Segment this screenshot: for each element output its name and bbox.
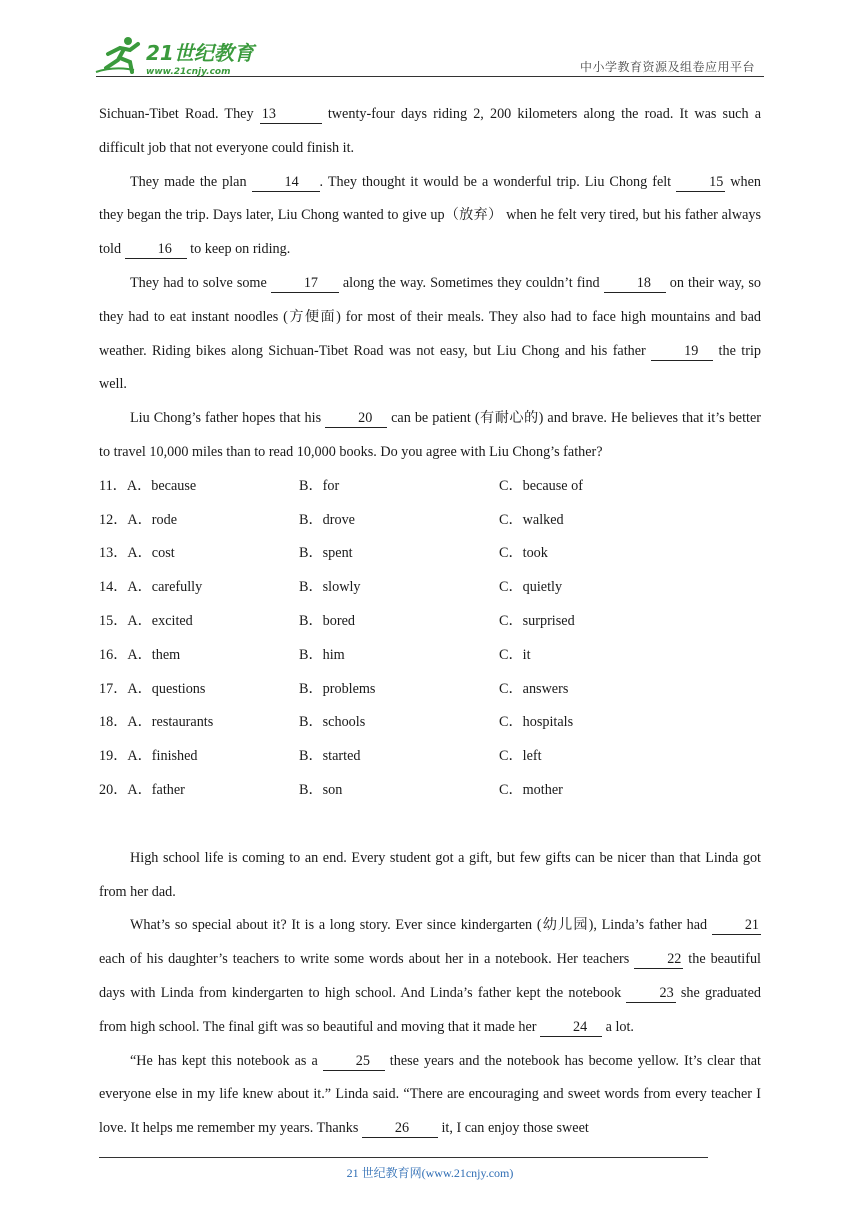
option-b[interactable]: B．slowly (299, 579, 361, 596)
blank-24: 24 (540, 1018, 602, 1037)
blank-16: 16 (125, 240, 187, 259)
header-divider (96, 76, 764, 77)
footer-divider (99, 1157, 708, 1158)
page-footer[interactable]: 21 世纪教育网(www.21cnjy.com) (346, 1166, 514, 1180)
option-row (99, 673, 761, 707)
option-row (99, 706, 761, 740)
option-row (99, 605, 761, 639)
option-row (99, 639, 761, 673)
passage1-para1: Sichuan-Tibet Road. They 13 twenty-four days riding 2, 200 kilometers along the road. It was such a difficult job that not everyone could finish it. (99, 106, 761, 156)
platform-label: 中小学教育资源及组卷应用平台 (579, 60, 755, 74)
option-a[interactable]: 15．A．excited (99, 612, 193, 629)
option-b[interactable]: B．for (299, 477, 340, 494)
option-c[interactable]: C．because of (499, 477, 583, 494)
section-gap (99, 808, 761, 842)
svg-text:21世纪教育: 21世纪教育 (146, 41, 254, 65)
option-b[interactable]: B．bored (299, 612, 355, 629)
runner-logo-icon (94, 34, 264, 78)
option-c[interactable]: C．walked (499, 511, 564, 528)
blank-18: 18 (604, 274, 666, 293)
blank-14: 14 (252, 173, 320, 192)
option-c[interactable]: C．left (499, 748, 542, 765)
option-b[interactable]: B．son (299, 781, 343, 798)
option-b[interactable]: B．him (299, 646, 345, 663)
svg-text:www.21cnjy.com: www.21cnjy.com (146, 67, 231, 77)
passage2-para1: High school life is coming to an end. Every student got a gift, but few gifts can be nicer than that Linda got from her dad. (99, 849, 761, 900)
blank-25: 25 (323, 1052, 385, 1071)
option-a[interactable]: 16．A．them (99, 646, 181, 663)
option-b[interactable]: B．problems (299, 680, 376, 697)
passage1-para4: Liu Chong’s father hopes that his 20 can be patient (有耐心的) and brave. He believes that it’s better to travel 10,000 miles than to read 10,000 books. Do you agree with Liu Chong’s father? (99, 410, 761, 460)
passage2-para2: What’s so special about it? It is a long story. Ever since kindergarten (幼儿园), Linda’s father had 21 each of his daughter’s teachers to write some words about her in a notebook. Her teachers 22 the beautiful days with Linda from kindergarten to high school. And Linda’s father kept the notebook 23 she graduated from high school. The final gift was so beautiful and moving that it made her 24 a lot. (99, 917, 761, 1035)
blank-19: 19 (651, 342, 713, 361)
option-row (99, 740, 761, 774)
option-row (99, 504, 761, 538)
option-b[interactable]: B．drove (299, 511, 355, 528)
option-a[interactable]: 11．A．because (99, 477, 197, 494)
option-b[interactable]: B．schools (299, 714, 366, 731)
option-a[interactable]: 18．A．restaurants (99, 714, 214, 731)
passage2-para3: “He has kept this notebook as a 25 these years and the notebook has become yellow. It’s clear that everyone else in my life knew about it.” Linda said. “There are encouraging and sweet words from every teacher I love. It helps me remember my years. Thanks 26 it, I can enjoy those sweet (99, 1052, 761, 1137)
passage1-para3: They had to solve some 17 along the way. Sometimes they couldn’t find 18 on their way, so they had to eat instant noodles (方便面) for most of their meals. They also had to face high mountains and bad weather. Riding bikes along Sichuan-Tibet Road was not easy, but Liu Chong and his father 19 the trip well. (99, 274, 761, 393)
option-row (99, 537, 761, 571)
blank-26: 26 (362, 1119, 438, 1138)
option-b[interactable]: B．started (299, 748, 361, 765)
page-header (0, 0, 860, 80)
option-a[interactable]: 17．A．questions (99, 680, 206, 697)
option-a[interactable]: 20．A．father (99, 781, 185, 798)
blank-21: 21 (712, 916, 761, 935)
option-c[interactable]: C．took (499, 545, 548, 562)
option-a[interactable]: 19．A．finished (99, 748, 198, 765)
option-c[interactable]: C．it (499, 646, 531, 663)
option-c[interactable]: C．surprised (499, 612, 575, 629)
document-body (99, 98, 761, 1146)
option-row (99, 774, 761, 808)
option-b[interactable]: B．spent (299, 545, 353, 562)
options-list (99, 470, 761, 808)
option-a[interactable]: 14．A．carefully (99, 579, 203, 596)
blank-23: 23 (626, 984, 675, 1003)
blank-17: 17 (271, 274, 339, 293)
blank-15: 15 (676, 173, 725, 192)
blank-20: 20 (325, 409, 387, 428)
option-c[interactable]: C．mother (499, 781, 563, 798)
option-c[interactable]: C．quietly (499, 579, 563, 596)
option-a[interactable]: 12．A．rode (99, 511, 178, 528)
option-row (99, 571, 761, 605)
option-row (99, 470, 761, 504)
blank-22: 22 (634, 950, 683, 969)
blank-13: 13 (260, 105, 322, 124)
logo (94, 34, 264, 78)
passage1-para2: They made the plan 14 . They thought it would be a wonderful trip. Liu Chong felt 15 when they began the trip. Days later, Liu Chong wanted to give up（放弃） when he felt very tired, but his father always told 16 to keep on riding. (99, 173, 762, 258)
option-c[interactable]: C．answers (499, 680, 569, 697)
option-c[interactable]: C．hospitals (499, 714, 574, 731)
option-a[interactable]: 13．A．cost (99, 545, 175, 562)
